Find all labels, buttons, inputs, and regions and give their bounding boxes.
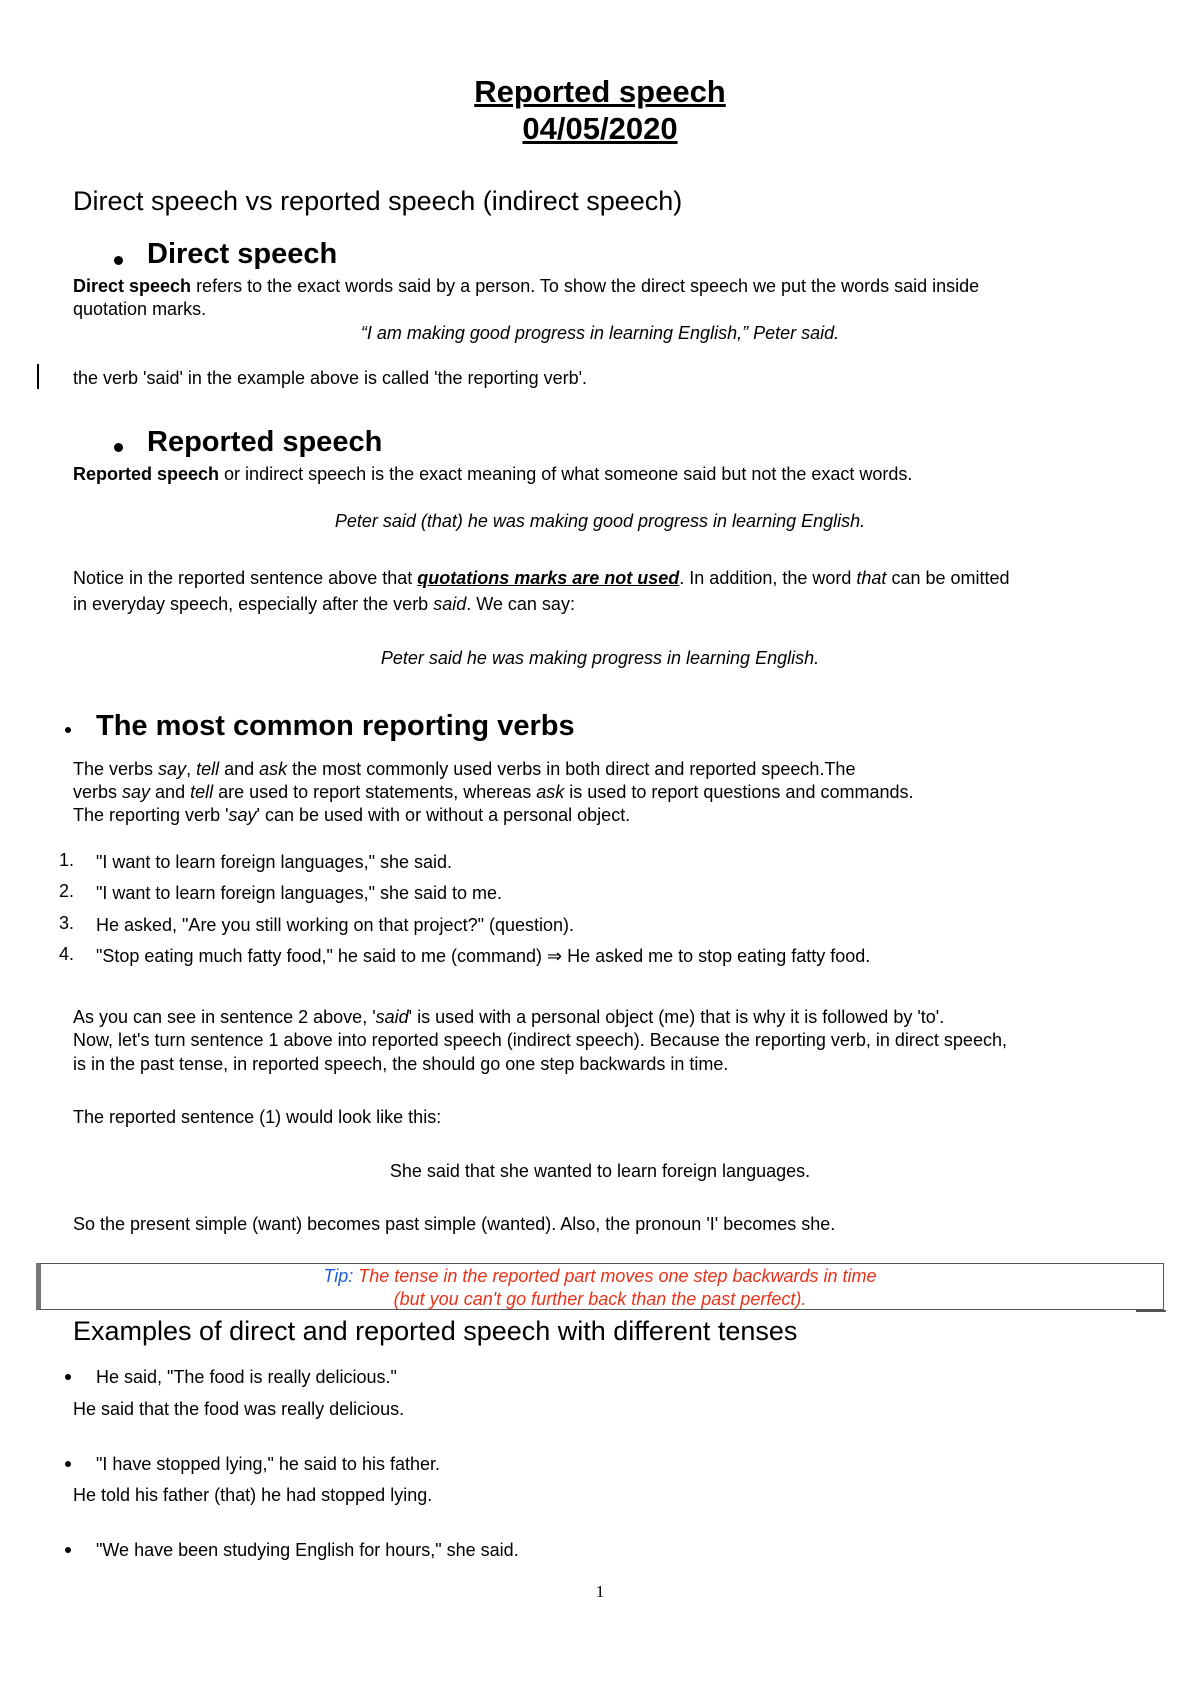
tip-line-2: (but you can't go further back than the past perfect). <box>393 1289 807 1309</box>
list-number: 1. <box>59 850 75 870</box>
list-item: He asked, "Are you still working on that project?" (question). <box>96 915 575 935</box>
verbs-line-3: The reporting verb 'say' can be used with or without a personal object. <box>73 805 631 825</box>
page-date: 04/05/2020 <box>522 111 678 146</box>
reported-speech-example: Peter said (that) he was making good progress in learning English. <box>334 511 866 531</box>
bullet-icon <box>65 1461 71 1467</box>
page-title: Reported speech <box>474 74 726 109</box>
list-number: 4. <box>59 944 75 964</box>
reported-speech-example-2: Peter said he was making progress in learning English. <box>380 648 820 668</box>
example-reported: He said that the food was really delicious. <box>73 1399 405 1419</box>
bullet-icon <box>114 256 123 265</box>
example-direct: "We have been studying English for hours," she said. <box>96 1540 519 1560</box>
direct-speech-example: “I am making good progress in learning English,” Peter said. <box>360 323 840 343</box>
direct-speech-definition: Direct speech refers to the exact words said by a person. To show the direct speech we put the words said inside <box>73 276 980 296</box>
list-item: "I want to learn foreign languages," she said to me. <box>96 883 503 903</box>
list-number: 3. <box>59 913 75 933</box>
tip-label: Tip: <box>323 1266 354 1286</box>
example-direct: "I have stopped lying," he said to his father. <box>96 1454 440 1474</box>
reported-speech-heading: Reported speech <box>147 426 383 458</box>
text-cursor <box>37 364 39 389</box>
tip-line-1: Tip: The tense in the reported part moves one step backwards in time <box>323 1266 877 1286</box>
bullet-icon <box>65 727 71 733</box>
reporting-verbs-heading: The most common reporting verbs <box>96 710 575 742</box>
direct-speech-heading: Direct speech <box>147 238 338 270</box>
example-direct: He said, "The food is really delicious." <box>96 1367 397 1387</box>
examples-heading: Examples of direct and reported speech with different tenses <box>73 1316 798 1346</box>
explain-line-4: The reported sentence (1) would look like this: <box>73 1107 442 1127</box>
reported-example: She said that she wanted to learn foreign languages. <box>389 1161 811 1181</box>
explain-line-2: Now, let's turn sentence 1 above into reported speech (indirect speech). Because the reporting verb, in direct speech, <box>73 1030 1007 1050</box>
bullet-icon <box>65 1374 71 1380</box>
notice-line-2: in everyday speech, especially after the verb said. We can say: <box>73 594 575 614</box>
bullet-icon <box>65 1547 71 1553</box>
reporting-verb-note: the verb 'said' in the example above is called 'the reporting verb'. <box>73 368 588 388</box>
explain-line-1: As you can see in sentence 2 above, 'said' is used with a personal object (me) that is why it is followed by 'to'. <box>73 1007 945 1027</box>
emphasis-not-used: quotations marks are not used <box>417 568 680 588</box>
verbs-line-1: The verbs say, tell and ask the most commonly used verbs in both direct and reported speech.The <box>73 759 856 779</box>
example-reported: He told his father (that) he had stopped lying. <box>73 1485 433 1505</box>
list-number: 2. <box>59 881 75 901</box>
reported-speech-term: Reported speech <box>73 464 220 484</box>
page-number: 1 <box>595 1582 605 1601</box>
explain-line-3: is in the past tense, in reported speech, the should go one step backwards in time. <box>73 1054 729 1074</box>
explain-line-5: So the present simple (want) becomes past simple (wanted). Also, the pronoun 'I' becomes she. <box>73 1214 836 1234</box>
list-item: "I want to learn foreign languages," she said. <box>96 852 453 872</box>
verbs-line-2: verbs say and tell are used to report statements, whereas ask is used to report questions and commands. <box>73 782 914 802</box>
notice-line-1: Notice in the reported sentence above that quotations marks are not used. In addition, the word that can be omitted <box>73 568 1010 588</box>
direct-speech-definition-cont: quotation marks. <box>73 299 207 319</box>
direct-speech-term: Direct speech <box>73 276 192 296</box>
main-heading: Direct speech vs reported speech (indirect speech) <box>73 186 683 216</box>
reported-speech-definition: Reported speech or indirect speech is the exact meaning of what someone said but not the exact words. <box>73 464 913 484</box>
list-item: "Stop eating much fatty food," he said to me (command) ⇒ He asked me to stop eating fatty food. <box>96 946 871 966</box>
bullet-icon <box>114 443 123 452</box>
